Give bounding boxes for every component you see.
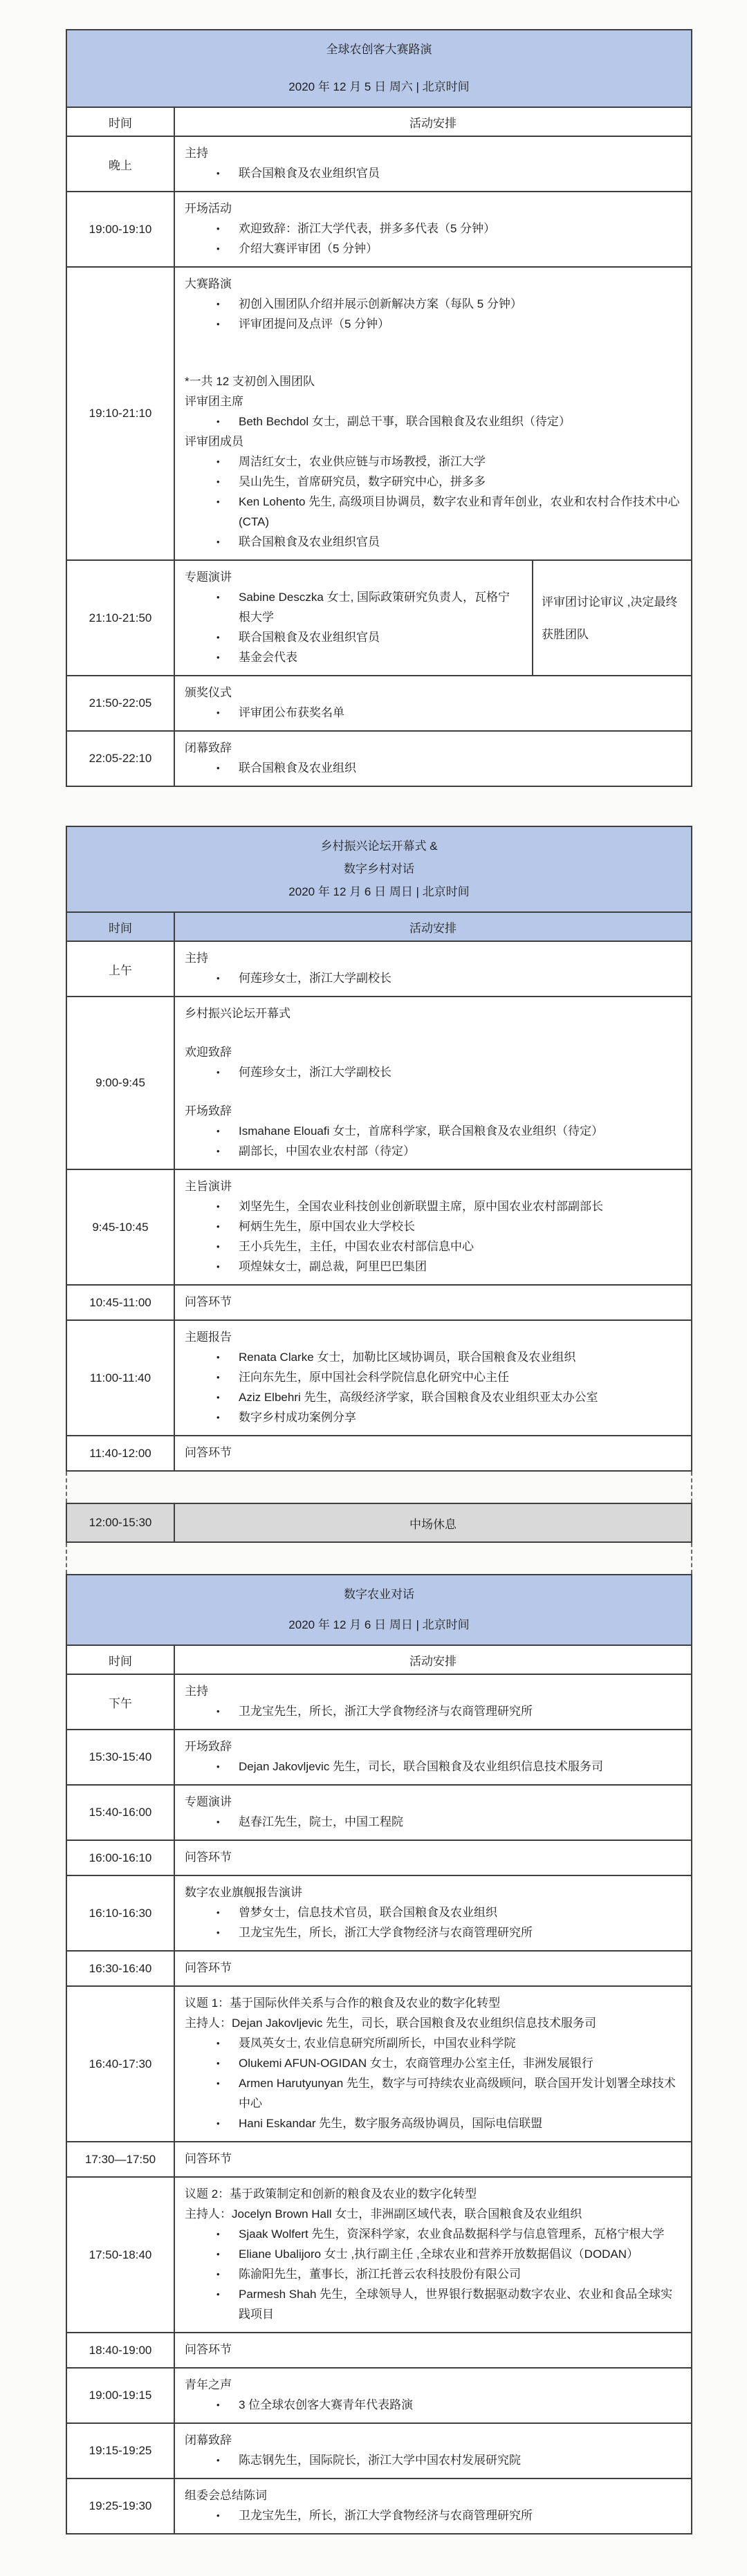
bullet-text: 卫龙宝先生，所长，浙江大学食物经济与农商管理研究所 [239,1705,533,1718]
bullet-item [185,1701,680,1721]
jury-note [533,561,691,675]
bullet-item [185,1347,680,1367]
activity-cell [175,1876,691,1950]
bullet-text: 周洁红女士，农业供应链与市场教授，浙江大学 [239,455,486,468]
bullet-text: 项煌妹女士，副总裁，阿里巴巴集团 [239,1260,427,1273]
time-cell: 19:25-19:30 [67,2479,175,2533]
bullet-text: 赵春江先生，院士，中国工程院 [239,1815,403,1828]
blank-line [185,1023,680,1042]
bullet-text: 欢迎致辞：浙江大学代表，拼多多代表（5 分钟） [239,222,496,235]
time-cell: 17:50-18:40 [67,2178,175,2332]
bullet-text: 介绍大赛评审团（5 分钟） [239,242,378,255]
activity-heading: 组委会总结陈词 [185,2489,267,2502]
time-cell: 21:50-22:05 [67,676,175,730]
time-cell: 22:05-22:10 [67,732,175,786]
table-title-line: 数字农业对话 [344,1588,414,1601]
schedule-row [66,268,692,561]
bullet-text: 数字乡村成功案例分享 [239,1411,356,1424]
activity-heading: 大赛路演 [185,277,232,290]
bullet-icon: • [216,2289,220,2299]
bullet-icon: • [216,592,220,602]
time-cell: 15:30-15:40 [67,1730,175,1784]
bullet-icon: • [216,2229,220,2239]
activity-cell [175,1436,691,1470]
bullet-item [185,1216,680,1236]
activity-cell [175,2369,691,2422]
bullet-icon: • [216,1907,220,1918]
activity-heading: 议题 1：基于国际伙伴关系与合作的粮食及农业的数字化转型 [185,1996,501,2010]
time-cell: 上午 [67,942,175,996]
bullet-icon: • [216,2038,220,2048]
activity-heading: 开场活动 [185,202,232,215]
activity-cell [175,1786,691,1840]
activity-heading: 专题演讲 [185,1795,232,1808]
bullet-text: 聂凤英女士, 农业信息研究所副所长，中国农业科学院 [239,2037,516,2050]
time-cell: 15:40-16:00 [67,1786,175,1840]
time-cell: 11:40-12:00 [67,1436,175,1470]
bullet-item [185,1757,680,1777]
bullet-item [185,472,680,492]
bullet-text: Ismahane Elouafi 女士，首席科学家，联合国粮食及农业组织（待定） [239,1124,604,1138]
activity-cell [175,2479,691,2533]
activity-heading: 闭幕致辞 [185,2434,232,2447]
bullet-icon: • [216,1352,220,1362]
bullet-text: 联合国粮食及农业组织官员 [239,631,380,644]
bullet-text: 何莲珍女士，浙江大学副校长 [239,1066,391,1079]
bullet-icon: • [216,1241,220,1252]
bullet-text: Olukemi AFUN-OGIDAN 女士，农商管理办公室主任，非洲发展银行 [239,2057,593,2070]
bullet-text: 何莲珍女士，浙江大学副校长 [239,972,391,985]
activity-heading: 主持人：Jocelyn Brown Hall 女士，非洲副区域代表，联合国粮食及农业组织 [185,2207,582,2221]
activity-cell [175,1952,691,1985]
column-header-row [66,913,692,942]
bullet-item [185,1387,680,1407]
activity-heading: 问答环节 [185,1851,232,1864]
bullet-text: Parmesh Shah 先生，全球领导人，世界银行数据驱动数字农业、农业和食品全球实践项目 [239,2288,673,2321]
activity-heading: 问答环节 [185,2343,232,2356]
schedule-row [66,2333,692,2369]
bullet-text: 评审团公布获奖名单 [239,706,344,719]
bullet-item [185,239,680,259]
bullet-item [185,1922,680,1943]
time-cell: 19:15-19:25 [67,2424,175,2478]
bullet-item [185,2264,680,2284]
schedule-row [66,192,692,268]
table-title-line: 数字乡村对话 [344,862,414,875]
bullet-icon: • [216,243,220,254]
schedule-row [66,2142,692,2178]
activity-column-header: 活动安排 [409,116,456,130]
column-header-row [66,1646,692,1675]
time-cell: 19:00-19:10 [67,192,175,266]
activity-cell [175,1841,691,1875]
break-row [66,1503,692,1543]
activity-cell [175,2142,691,2176]
bullet-item [185,219,680,239]
time-cell: 16:10-16:30 [67,1876,175,1950]
bullet-text: 吴山先生，首席研究员，数字研究中心，拼多多 [239,475,486,488]
bullet-item [185,2244,680,2264]
bullet-icon: • [216,1372,220,1382]
bullet-icon: • [216,763,220,773]
activity-heading: 议题 2：基于政策制定和创新的粮食及农业的数字化转型 [185,2187,477,2200]
bullet-item [185,1141,680,1161]
time-cell: 19:00-19:15 [67,2369,175,2422]
bullet-icon: • [216,1706,220,1716]
activity-heading: 问答环节 [185,1446,232,1459]
table-header [66,1574,692,1646]
activity-column-header: 活动安排 [409,921,456,935]
bullet-text: Aziz Elbehri 先生，高级经济学家，联合国粮食及农业组织亚太办公室 [239,1391,598,1404]
schedule-row [66,1841,692,1876]
bullet-icon: • [216,1126,220,1136]
time-cell: 19:10-21:10 [67,268,175,559]
table-title-line: 乡村振兴论坛开幕式 & [320,840,438,853]
activity-heading: 闭幕致辞 [185,741,232,754]
bullet-text: 曾梦女士，信息技术官员，联合国粮食及农业组织 [239,1906,497,1919]
bullet-icon: • [216,537,220,547]
bullet-text: Dejan Jakovljevic 先生，司长，联合国粮食及农业组织信息技术服务司 [239,1760,604,1773]
activity-heading: 问答环节 [185,2152,232,2165]
blank-line [185,1082,680,1101]
bullet-item [185,411,680,432]
bullet-text: 卫龙宝先生，所长，浙江大学食物经济与农商管理研究所 [239,1926,533,1939]
bullet-icon: • [216,2078,220,2088]
bullet-item [185,758,680,778]
activity-heading: 主题报告 [185,1331,232,1344]
activity-cell [175,1321,691,1435]
bullet-icon: • [216,168,220,178]
bullet-icon: • [216,632,220,642]
bullet-item [185,2395,680,2415]
bullet-item [185,2053,680,2073]
activity-cell [175,942,691,996]
bullet-icon: • [216,2269,220,2279]
bullet-text: 王小兵先生，主任，中国农业农村部信息中心 [239,1240,474,1253]
bullet-text: 评审团提问及点评（5 分钟） [239,317,390,331]
bullet-icon: • [216,2455,220,2465]
bullet-icon: • [216,2058,220,2068]
activity-cell [175,1730,691,1784]
bullet-text: Armen Harutyunyan 先生，数字与可持续农业高级顾问，联合国开发计划署全球技术中心 [239,2077,676,2110]
activity-heading: 问答环节 [185,1961,232,1974]
bullet-icon: • [216,1761,220,1772]
schedule-row [66,1876,692,1952]
bullet-icon: • [216,223,220,234]
bullet-item [185,968,680,988]
activity-cell [175,2333,691,2367]
bullet-icon: • [216,319,220,329]
schedule-row [66,2178,692,2333]
activity-heading: 评审团成员 [185,435,243,448]
bullet-text: 柯炳生先生，原中国农业大学校长 [239,1220,415,1233]
break-label: 中场休息 [409,1517,456,1531]
bullet-text: 联合国粮食及农业组织官员 [239,535,380,548]
bullet-text: 汪向东先生，原中国社会科学院信息化研究中心主任 [239,1371,509,1384]
activity-cell [175,1286,691,1319]
activity-heading: *一共 12 支初创入围团队 [185,375,315,388]
schedule-row [66,1952,692,1987]
bullet-icon: • [216,476,220,487]
table-title-line: 全球农创客大赛路演 [326,43,432,56]
bullet-item [185,452,680,472]
bullet-icon: • [216,2510,220,2521]
bullet-item [185,314,680,334]
bullet-icon: • [216,973,220,983]
bullet-text: Renata Clarke 女士，加勒比区域协调员，联合国粮食及农业组织 [239,1351,576,1364]
activity-heading: 主持人：Dejan Jakovljevic 先生，司长，联合国粮食及农业组织信息技术服务司 [185,2017,597,2030]
activity-heading: 开场致辞 [185,1104,232,1118]
time-cell: 16:00-16:10 [67,1841,175,1875]
bullet-item [185,1257,680,1277]
table-header [66,29,692,108]
bullet-text: Hani Eskandar 先生，数字服务高级协调员，国际电信联盟 [239,2117,543,2130]
bullet-item [185,2284,680,2324]
schedule-row [66,1987,692,2142]
bullet-icon: • [216,416,220,427]
schedule-row [66,561,692,676]
bullet-icon: • [216,1067,220,1077]
bullet-text: 陈渝阳先生，董事长，浙江托普云农科技股份有限公司 [239,2268,521,2281]
activity-heading: 颁奖仪式 [185,686,232,699]
activity-heading: 主持 [185,952,208,965]
activity-heading: 数字农业旗舰报告演讲 [185,1886,302,1899]
table-header [66,826,692,913]
bullet-item [185,2033,680,2053]
schedule-row [66,2369,692,2424]
table-title-line: 2020 年 12 月 6 日 周日 | 北京时间 [288,1618,470,1631]
bullet-text: 刘坚先生，全国农业科技创业创新联盟主席，原中国农业农村部副部长 [239,1200,603,1213]
schedule-row [66,942,692,997]
bullet-item [185,2224,680,2244]
bullet-icon: • [216,1817,220,1827]
time-cell: 9:00-9:45 [67,997,175,1169]
time-cell: 17:30—17:50 [67,2142,175,2176]
activity-heading: 欢迎致辞 [185,1046,232,1059]
activity-cell [175,997,691,1169]
activity-heading: 开场致辞 [185,1740,232,1753]
time-cell: 12:00-15:30 [67,1504,175,1541]
table-rural-revitalization-forum [66,826,692,1574]
activity-heading: 评审团主席 [185,395,243,408]
time-cell: 21:10-21:50 [67,561,175,675]
bullet-text: 初创入围团队介绍并展示创新解决方案（每队 5 分钟） [239,297,522,311]
bullet-item [185,2505,680,2526]
bullet-item [185,647,521,667]
bullet-item [185,1236,680,1257]
bullet-icon: • [216,652,220,662]
schedule-row [66,2424,692,2479]
bullet-text: Eliane Ubalijoro 女士 ,执行副主任 ,全球农业和营养开放数据倡议（DODAN） [239,2248,639,2261]
time-cell: 16:40-17:30 [67,1987,175,2141]
bullet-item [185,1407,680,1427]
time-column-header: 时间 [67,108,175,136]
bullet-icon: • [216,456,220,467]
activity-heading: 乡村振兴论坛开幕式 [185,1007,290,1020]
time-cell: 11:00-11:40 [67,1321,175,1435]
table-global-agripreneurs-roadshow [66,29,692,787]
bullet-item [185,1902,680,1922]
time-cell: 9:45-10:45 [67,1170,175,1284]
activity-main [175,561,533,675]
bullet-item [185,294,680,314]
bullet-item [185,627,521,647]
activity-cell [175,2424,691,2478]
activity-heading: 专题演讲 [185,571,232,584]
bullet-icon: • [216,1927,220,1938]
table-title-line: 2020 年 12 月 5 日 周六 | 北京时间 [288,80,470,93]
schedule-row [66,732,692,787]
activity-cell [175,1170,691,1284]
bullet-item [185,2450,680,2470]
bullet-item [185,587,521,627]
bullet-text: 副部长，中国农业农村部（待定） [239,1145,415,1158]
bullet-text: 3 位全球农创客大赛青年代表路演 [239,2398,414,2411]
schedule-row [66,676,692,732]
schedule-row [66,1321,692,1436]
bullet-item [185,532,680,552]
bullet-text: Sabine Desczka 女士, 国际政策研究负责人，瓦格宁根大学 [239,591,510,624]
activity-cell [175,137,691,191]
time-cell: 18:40-19:00 [67,2333,175,2367]
table-title-line: 2020 年 12 月 6 日 周日 | 北京时间 [288,885,470,898]
blank-line [185,334,680,371]
schedule-row [66,1675,692,1730]
activity-column-header: 活动安排 [409,1654,456,1668]
bullet-item [185,163,680,183]
bullet-icon: • [216,1392,220,1402]
bullet-text: 联合国粮食及农业组织官员 [239,167,380,180]
time-column-header: 时间 [67,913,175,940]
bullet-icon: • [216,707,220,718]
bullet-icon: • [216,1412,220,1423]
schedule-row [66,1786,692,1841]
activity-cell [175,2178,691,2332]
activity-cell [175,1675,691,1729]
schedule-row [66,1730,692,1786]
bullet-text: 联合国粮食及农业组织 [239,761,356,775]
bullet-text: 卫龙宝先生，所长，浙江大学食物经济与农商管理研究所 [239,2509,533,2522]
time-cell: 晚上 [67,137,175,191]
time-cell: 10:45-11:00 [67,1286,175,1319]
activity-cell [175,1987,691,2141]
bullet-item [185,1196,680,1216]
bullet-text: 基金会代表 [239,651,297,664]
bullet-icon: • [216,299,220,309]
jury-note-text: 评审团讨论审议 ,决定最终获胜团队 [542,595,678,641]
activity-heading: 主旨演讲 [185,1180,232,1193]
bullet-icon: • [216,1221,220,1232]
bullet-item [185,1062,680,1082]
schedule-row [66,137,692,192]
activity-heading: 主持 [185,147,208,160]
activity-cell [175,561,691,675]
bullet-icon: • [216,1146,220,1156]
schedule-row [66,1170,692,1286]
bullet-icon: • [216,497,220,507]
bullet-icon: • [216,2118,220,2129]
time-cell: 16:30-16:40 [67,1952,175,1985]
bullet-icon: • [216,2249,220,2259]
spacer-row [66,1472,692,1503]
bullet-item [185,2113,680,2133]
activity-cell [175,732,691,786]
activity-heading: 问答环节 [185,1295,232,1308]
activity-cell [175,676,691,730]
bullet-item [185,1367,680,1387]
schedule-row [66,997,692,1170]
schedule-row [66,1436,692,1472]
bullet-item [185,703,680,723]
bullet-item [185,1121,680,1141]
schedule-row [66,2479,692,2535]
spacer-row [66,1543,692,1574]
activity-heading: 青年之声 [185,2378,232,2391]
bullet-text: Beth Bechdol 女士，副总干事，联合国粮食及农业组织（待定） [239,415,571,428]
bullet-item [185,1812,680,1832]
bullet-text: Sjaak Wolfert 先生，资深科学家，农业食品数据科学与信息管理系，瓦格宁根大学 [239,2227,665,2241]
bullet-item [185,2073,680,2113]
time-cell: 下午 [67,1675,175,1729]
bullet-icon: • [216,1261,220,1272]
bullet-item [185,492,680,532]
activity-cell [175,268,691,559]
table-digital-agriculture-dialogue [66,1574,692,2535]
schedule-row [66,1286,692,1321]
bullet-text: Ken Lohento 先生, 高级项目协调员，数字农业和青年创业，农业和农村合作技术中心 (CTA) [239,495,680,528]
activity-heading: 主持 [185,1685,208,1698]
bullet-icon: • [216,1201,220,1212]
activity-cell [175,192,691,266]
bullet-icon: • [216,2400,220,2410]
bullet-text: 陈志钢先生，国际院长，浙江大学中国农村发展研究院 [239,2454,521,2467]
time-column-header: 时间 [67,1646,175,1674]
column-header-row [66,108,692,137]
